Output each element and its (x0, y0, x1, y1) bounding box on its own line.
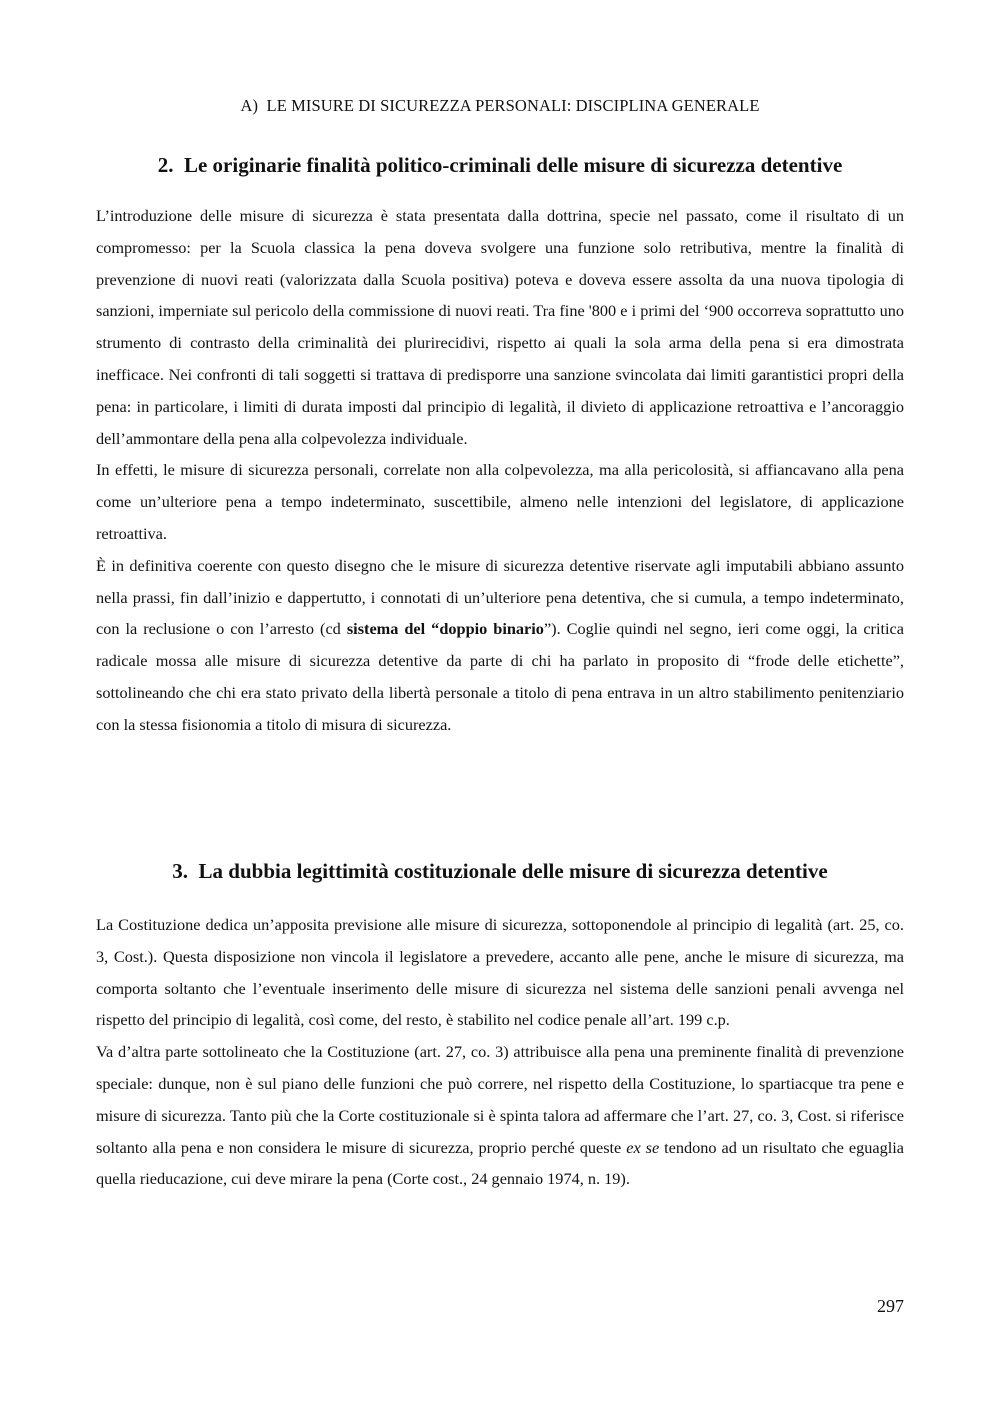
paragraph-text: In effetti, le misure di sicurezza personali, correlate non alla colpevolezza, ma alla pericolosità, si affiancavano alla pena come un’ulteriore pena a tempo indeterminato, suscettibile, almeno nelle intenzioni del legislatore, di applicazione retroattiva. (96, 460, 904, 543)
paragraph-text: ”). Coglie quindi nel segno, ieri come oggi, la critica radicale mossa alle misure di sicurezza detentive da parte di chi ha parlato in proposito di “frode delle etichette”, sottolineando che chi era stato privato della libertà personale a titolo di pena entrava in un altro stabilimento penitenziario con la stessa fisionomia a titolo di misura di sicurezza. (96, 619, 904, 734)
paragraph-text: È in definitiva coerente con questo disegno che le misure di sicurezza detentive riservate agli imputabili abbiano assunto nella prassi, fin dall’inizio e dappertutto, i connotati di un’ulteriore pena detentiva, che si cumula, a tempo indeterminato, con la reclusione o con l’arresto (cd (96, 555, 904, 639)
bold-term: sistema del “doppio binario (346, 619, 544, 639)
section-2-heading: 2. Le originarie finalità politico-criminali delle misure di sicurezza detentive (157, 153, 843, 177)
paragraph-text: tendono ad un risultato che eguaglia quella rieducazione, cui deve mirare la pena (Corte cost., 24 gennaio 1974, n. 19). (96, 1137, 904, 1189)
paragraph (96, 454, 904, 549)
paragraph: L’introduzione delle misure di sicurezza è stata presentata dalla dottrina, specie nel passato, come il risultato di un compromesso: per la Scuola classica la pena doveva svolgere una funzione solo retributiva, mentre la finalità di prevenzione di nuovi reati (valorizzata dalla Scuola positiva) poteva e doveva essere assolta da una nuova tipologia di sanzioni, imperniate sul pericolo della commissione di nuovi reati. Tra fine '800 e i primi del ‘900 occorreva soprattutto uno strumento di contrasto della criminalità dei plurirecidivi, rispetto ai quali la sola arma della pena si era dimostrata inefficace. Nei confronti di tali soggetti si trattava di predisporre una sanzione svincolata dai limiti garantistici propri della pena: in particolare, i limiti di durata imposti dal principio di legalità, il divieto di applicazione retroattiva e l’ancoraggio dell’ammontare della pena alla colpevolezza individuale. (96, 206, 904, 448)
section-3-heading: 3. La dubbia legittimità costituzionale delle misure di sicurezza detentive (172, 859, 828, 883)
page-number: 297 (877, 1296, 904, 1316)
section-3-body (96, 909, 904, 1195)
paragraph (96, 1036, 904, 1195)
paragraph: La Costituzione dedica un’apposita previsione alle misure di sicurezza, sottoponendole al principio di legalità (art. 25, co. 3, Cost.). Questa disposizione non vincola il legislatore a prevedere, accanto alle pene, anche le misure di sicurezza, ma comporta soltanto che l’eventuale inserimento delle misure di sicurezza nel sistema delle sanzioni penali avvenga nel rispetto del principio di legalità, così come, del resto, è stabilito nel codice penale all’art. 199 c.p. (96, 915, 904, 1030)
paragraph-text: Va d’altra parte sottolineato che la Costituzione (art. 27, co. 3) attribuisce alla pena una preminente finalità di prevenzione speciale: dunque, non è sul piano delle funzioni che può correre, nel rispetto della Costituzione, lo spartiacque tra pene e misure di sicurezza. Tanto più che la Corte costituzionale si è spinta talora ad affermare che l’art. 27, co. 3, Cost. si riferisce soltanto alla pena e non considera le misure di sicurezza, proprio perché queste (96, 1042, 904, 1157)
paragraph (96, 550, 904, 741)
section-2-body (96, 200, 904, 741)
running-head: A) LE MISURE DI SICUREZZA PERSONALI: DISCIPLINA GENERALE (240, 96, 760, 115)
italic-term: ex se (626, 1137, 660, 1157)
